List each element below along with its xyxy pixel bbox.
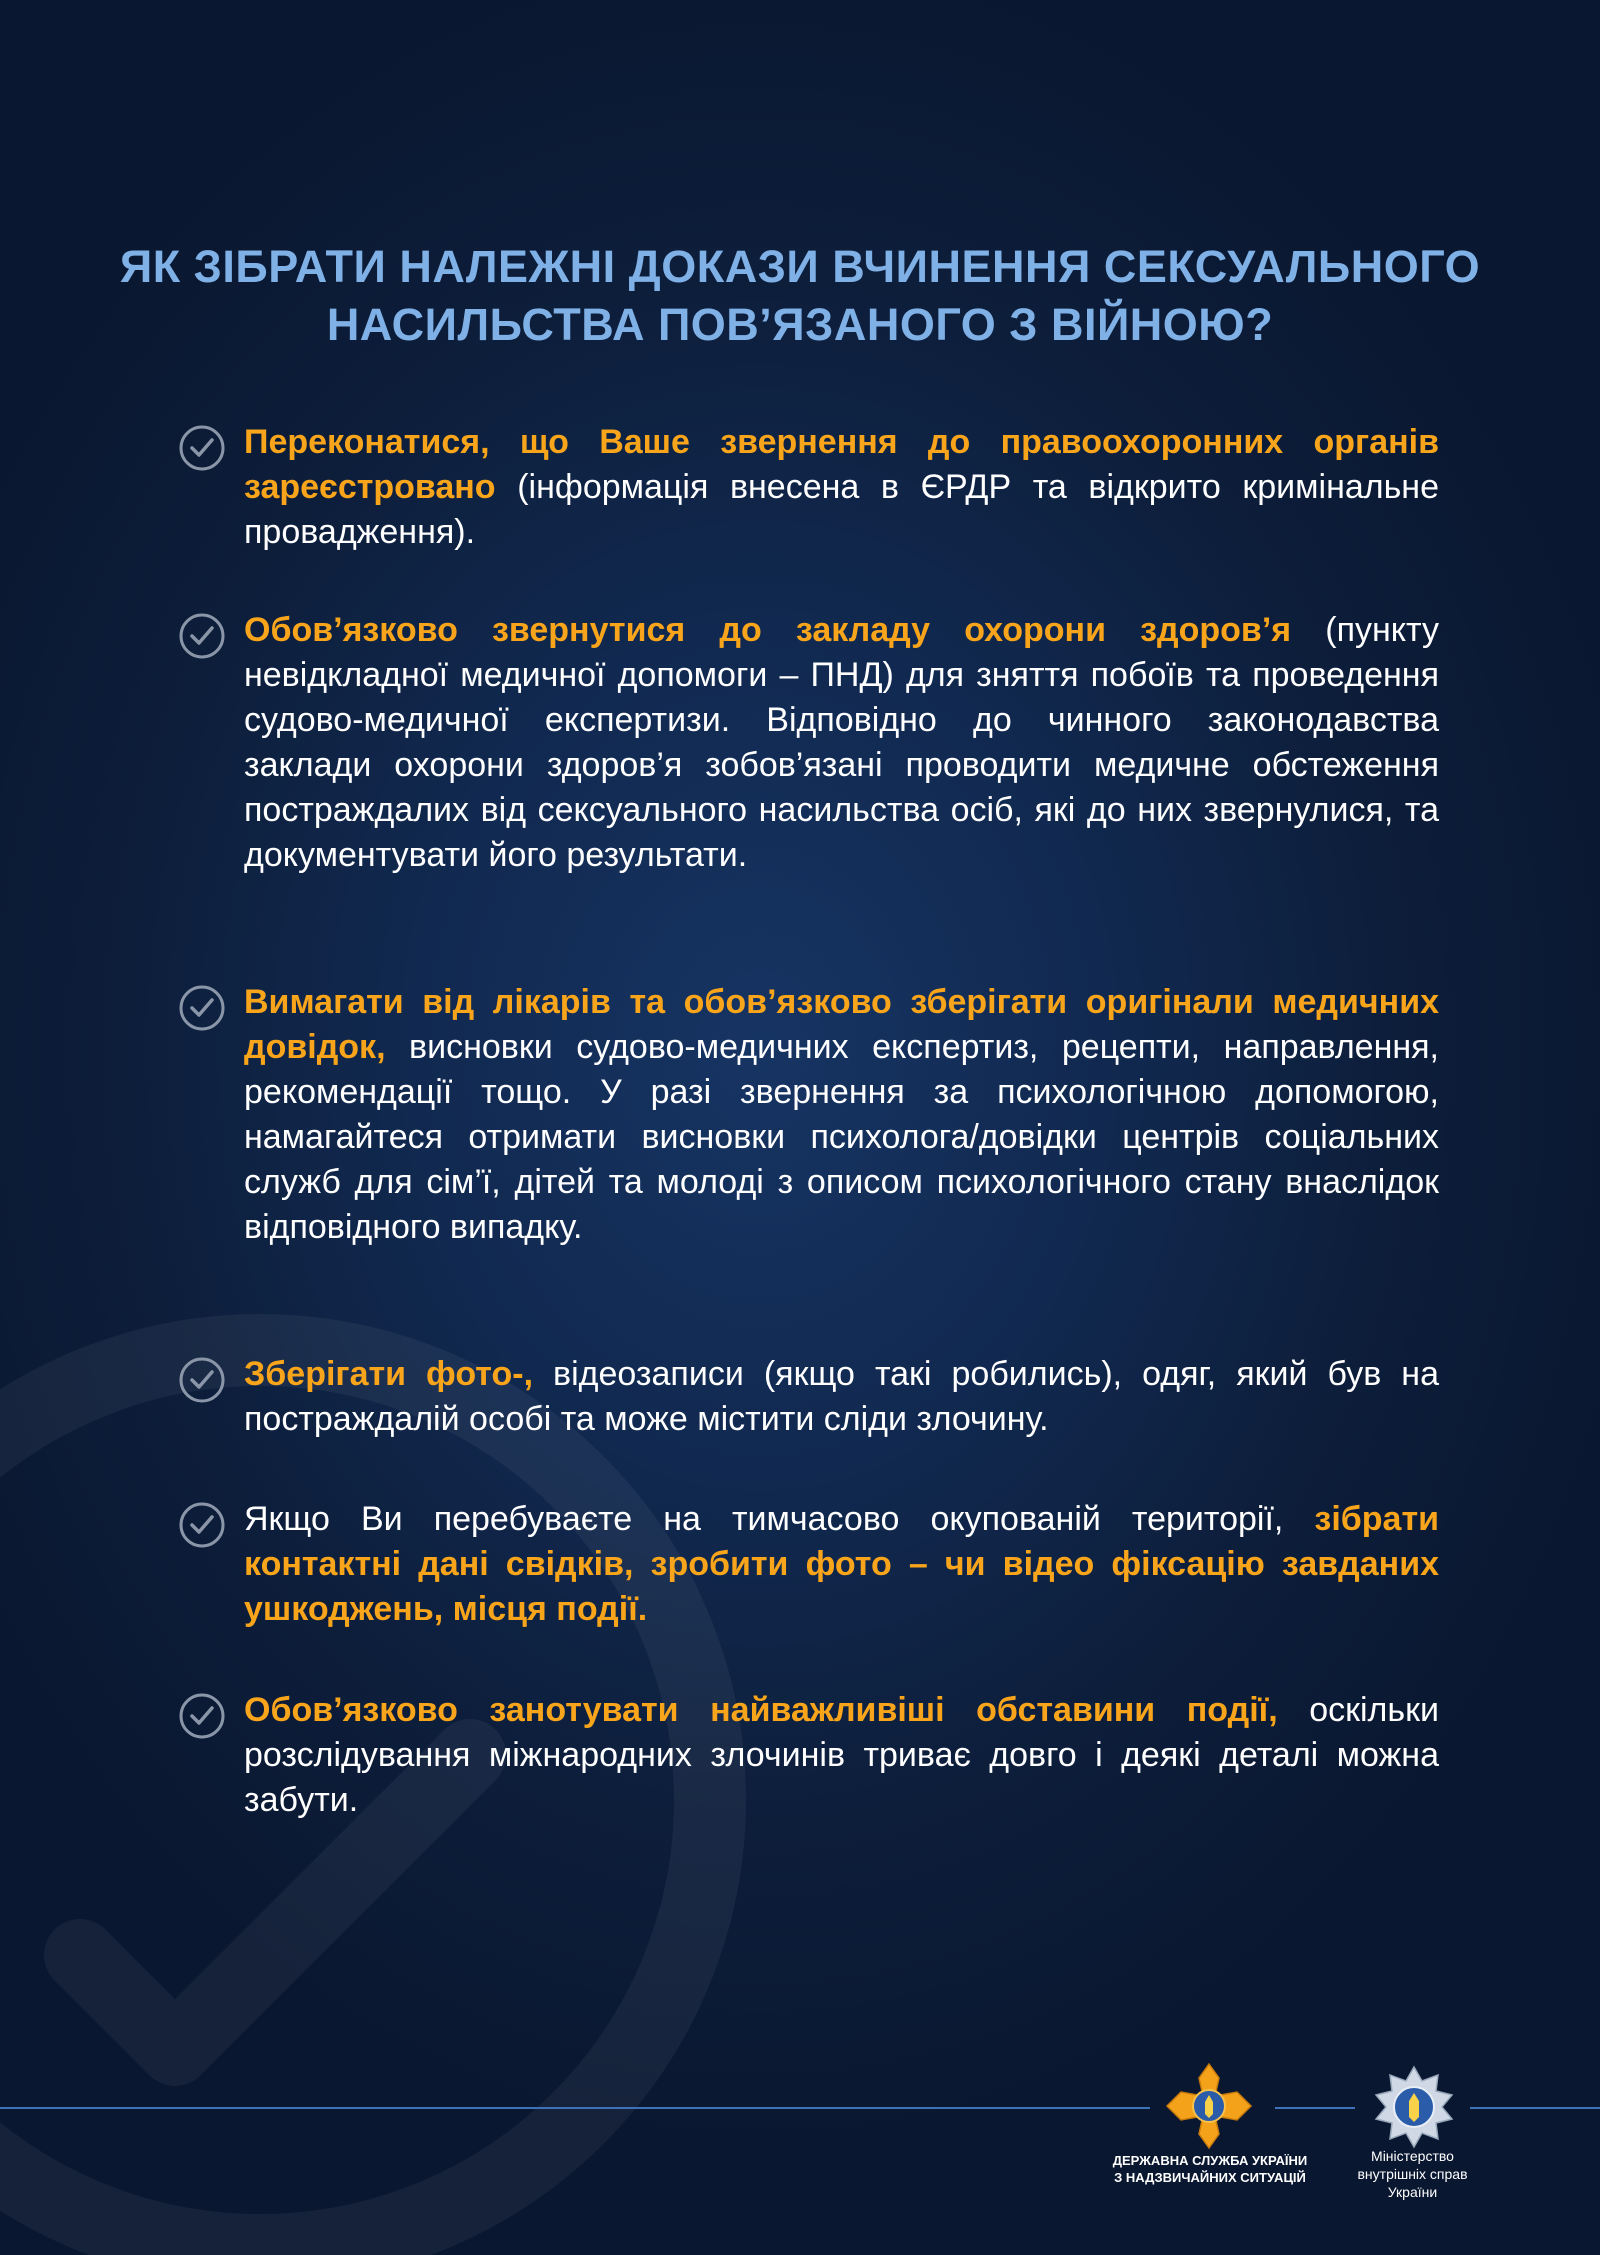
item-body: оскільки розслідування міжнародних злочинів триває довго і деякі деталі можна забути. <box>244 1691 1439 1819</box>
list-item <box>178 980 1439 1250</box>
check-circle-icon <box>178 612 226 660</box>
check-circle-icon <box>178 1692 226 1740</box>
footer-divider-right <box>1470 2107 1600 2109</box>
item-body: відеозаписи (якщо такі робились), одяг, який був на постраждалій особі та може містити сліди злочину. <box>244 1355 1439 1438</box>
item-text <box>244 1497 1439 1632</box>
dsns-caption-line-2: З НАДЗВИЧАЙНИХ СИТУАЦІЙ <box>1114 2170 1306 2185</box>
list-item <box>178 1688 1439 1823</box>
item-highlight: Переконатися, що Ваше звернення до правоохоронних органів зареєстровано <box>244 423 1439 506</box>
mvs-caption-line-2: внутрішніх справ <box>1357 2166 1468 2182</box>
item-body: Якщо Ви перебуваєте на тимчасово окупованій території, <box>244 1500 1315 1538</box>
dsns-caption <box>1090 2152 1330 2186</box>
item-body: (пункту невідкладної медичної допомоги – ПНД) для зняття побоїв та проведення судово-медичної експертизи. Відповідно до чинного законодавства заклади охорони здоров’я зобов’язані проводити медичне обстеження постраждалих від сексуального насильства осіб, які до них звернулися, та документувати його результати. <box>244 611 1440 874</box>
item-body: (інформація внесена в ЄРДР та відкрито кримінальне провадження). <box>244 468 1439 551</box>
item-text <box>244 420 1439 555</box>
mvs-caption <box>1330 2147 1495 2201</box>
title-line-2: НАСИЛЬСТВА ПОВ’ЯЗАНОГО З ВІЙНОЮ? <box>326 299 1274 350</box>
page-title <box>0 238 1600 354</box>
item-body: висновки судово-медичних експертиз, рецепти, направлення, рекомендації тощо. У разі звернення за психологічною допомогою, намагайтеся отримати висновки психолога/довідки центрів соціальних служб для сім’ї, дітей та молоді з описом психологічного стану внаслідок відповідного випадку. <box>244 1028 1439 1246</box>
dsns-emblem-icon <box>1165 2062 1253 2150</box>
check-circle-icon <box>178 984 226 1032</box>
item-text <box>244 1352 1439 1442</box>
item-highlight: Зберігати фото-, <box>244 1355 534 1393</box>
footer-divider-left <box>0 2107 1150 2109</box>
list-item <box>178 1352 1439 1442</box>
item-highlight: зібрати контактні дані свідків, зробити фото – чи відео фіксацію завданих ушкоджень, місця події. <box>244 1500 1439 1628</box>
dsns-caption-line-1: ДЕРЖАВНА СЛУЖБА УКРАЇНИ <box>1112 2153 1308 2168</box>
mvs-emblem-icon <box>1372 2065 1456 2149</box>
footer-divider-middle <box>1275 2107 1355 2109</box>
check-circle-icon <box>178 424 226 472</box>
item-text <box>244 1688 1439 1823</box>
list-item <box>178 420 1439 555</box>
item-text <box>244 608 1439 878</box>
list-item <box>178 608 1439 878</box>
item-highlight: Обов’язково звернутися до закладу охорони здоров’я <box>244 611 1292 649</box>
item-highlight: Вимагати від лікарів та обов’язково зберігати оригінали медичних довідок, <box>244 983 1439 1066</box>
item-highlight: Обов’язково занотувати найважливіші обставини події, <box>244 1691 1278 1729</box>
title-line-1: ЯК ЗІБРАТИ НАЛЕЖНІ ДОКАЗИ ВЧИНЕННЯ СЕКСУАЛЬНОГО <box>119 241 1481 292</box>
check-circle-icon <box>178 1501 226 1549</box>
check-circle-icon <box>178 1356 226 1404</box>
item-text <box>244 980 1439 1250</box>
mvs-caption-line-1: Міністерство <box>1371 2148 1454 2164</box>
mvs-caption-line-3: України <box>1387 2184 1438 2200</box>
list-item <box>178 1497 1439 1632</box>
